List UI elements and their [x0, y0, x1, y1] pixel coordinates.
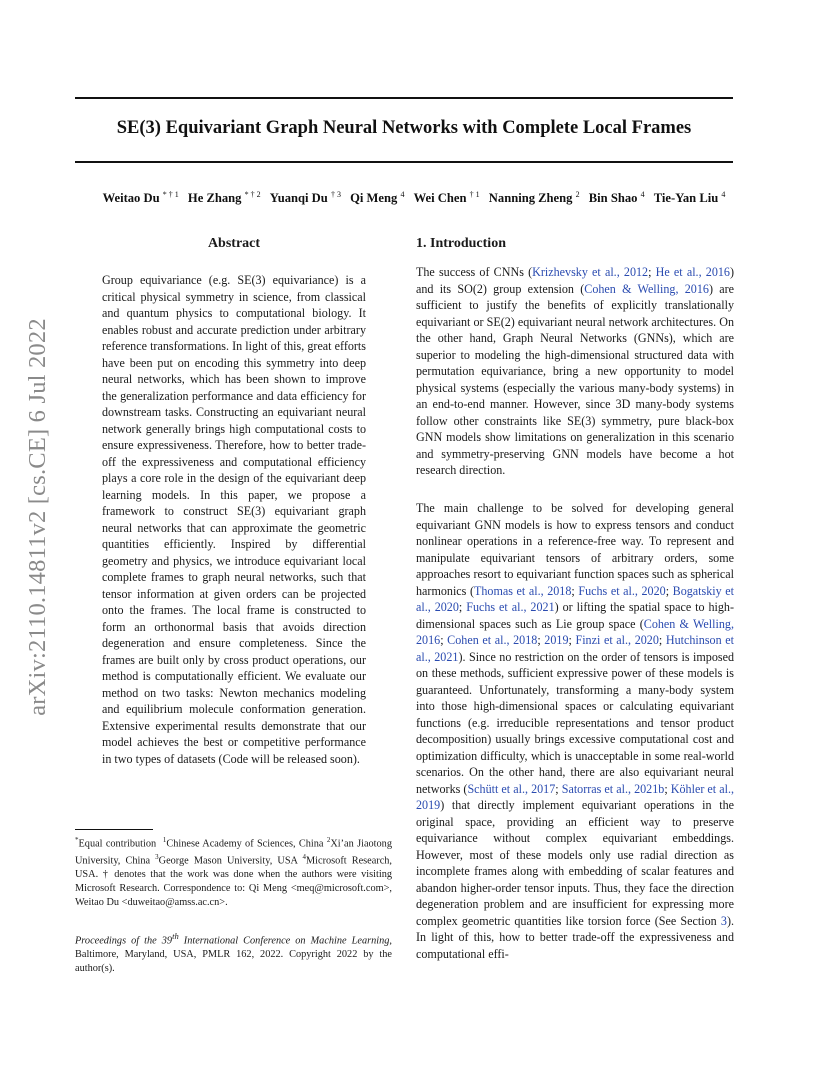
- citation-link[interactable]: Thomas et al., 2018: [474, 583, 572, 598]
- citation-link[interactable]: Cohen & Welling, 2016: [584, 281, 709, 296]
- body-text: ;: [571, 583, 579, 598]
- body-text: ;: [568, 633, 576, 647]
- author: He Zhang $^{* \dagger 2}$: [187, 190, 261, 206]
- title-top-rule: [75, 97, 733, 99]
- body-text: ). Since no restriction on the order of tensors is imposed on these methods, sufficient expressive power of these models is guaranteed. Unfortunately, transforming a many-body system into those high-dimensional spaces or calculating equivariant functions (e.g. irreducible representations and tensor product decomposition) usually brings excessive computational cost and optimization difficulty, which is unacceptable in some real-world scenarios. On the other hand, there are also equivariant neural networks (: [416, 649, 734, 796]
- abstract-heading: Abstract: [207, 236, 261, 251]
- citation-link[interactable]: Schütt et al., 2017: [467, 781, 556, 796]
- citation-link[interactable]: Finzi et al., 2020: [575, 633, 659, 647]
- author: Weitao Du $^{* \dagger 1}$: [102, 190, 179, 206]
- citation-link[interactable]: 2019: [544, 633, 569, 647]
- body-text: ). In light of this, how to better trade-off the expressiveness and computational effi-: [416, 913, 734, 961]
- intro-paragraph-2: [416, 500, 734, 962]
- title-bottom-rule: [75, 161, 733, 163]
- author: Tie-Yan Liu $^4$: [653, 190, 726, 206]
- body-text: ;: [458, 600, 467, 614]
- body-text: ;: [537, 633, 545, 647]
- citation-link[interactable]: 3: [720, 913, 727, 928]
- body-text: ) that directly implement equivariant operations in the original space, providing an efficient way to preserve equivariance without complex equivariant embeddings. However, most of these models only use radial direction as incomplete frames along with embedding of scalar features and abandon higher-order tensor inputs. Thus, they face the direction degeneration problem and are insufficient for expressing more complex geometric quantities like torsion force (See Section: [416, 798, 734, 928]
- proceedings-note: Proceedings of the 39th International Conference on Machine Learning, Baltimore, Maryland, USA, PMLR 162, 2022. Copyright 2022 by the author(s).: [75, 931, 392, 975]
- author: Wei Chen $^{\dagger 1}$: [413, 190, 480, 206]
- author: Bin Shao $^4$: [588, 190, 645, 206]
- footnote: *Equal contribution $^1$Chinese Academy of Sciences, China $^2$Xi’an Jiaotong University, China $^3$George Mason University, USA $^4$Microsoft Research, USA. † denotes that the work was done when the authors were visiting Microsoft Research. Correspondence to: Qi Meng <meq@microsoft.com>, Weitao Du <duweitao@amss.ac.cn>.: [75, 836, 393, 909]
- citation-link[interactable]: He et al., 2016: [655, 265, 730, 279]
- body-text: ;: [664, 781, 671, 796]
- section-heading-introduction: 1. Introduction: [416, 236, 506, 251]
- citation-link[interactable]: Fuchs et al., 2021: [466, 600, 555, 614]
- body-text: ;: [440, 633, 448, 647]
- body-text: ) are sufficient to justify the benefits of explicitly translationally equivariant or SE(2) equivariant neural network architectures. On the other hand, Graph Neural Networks (GNNs), which are superior to modeling the high-dimensional structured data with permutation equivariance, bring a new opportunity to model physical systems (especially the various many-body systems) in an end-to-end manner. However, since 3D many-body systems follow other constraints like SE(3) symmetry, pure black-box GNN models show limitations on generalization in this scenario and symmetry-preserving GNN models have become a hot research direction.: [416, 281, 734, 477]
- body-text: ) or lifting the spatial space to high-dimensional spaces such as Lie group space (: [416, 600, 734, 631]
- citation-link[interactable]: Cohen et al., 2018: [447, 633, 538, 647]
- paper-title: SE(3) Equivariant Graph Neural Networks with Complete Local Frames: [116, 118, 692, 138]
- author-list: [60, 190, 768, 206]
- citation-link[interactable]: Cohen & Welling, 2016: [416, 616, 734, 647]
- body-text: ;: [665, 583, 673, 598]
- citation-link[interactable]: Hutchinson et al., 2021: [416, 633, 734, 664]
- citation-link[interactable]: Satorras et al., 2021b: [561, 781, 665, 796]
- abstract-body: [102, 272, 366, 767]
- citation-link[interactable]: Krizhevsky et al., 2012: [532, 265, 649, 279]
- intro-paragraph-1: [416, 264, 734, 479]
- citation-link[interactable]: Fuchs et al., 2020: [578, 583, 666, 598]
- body-text: The success of CNNs (: [416, 265, 533, 279]
- body-text: ;: [658, 633, 666, 647]
- abstract-text: Group equivariance (e.g. SE(3) equivariance) is a critical physical symmetry in science, from classical and quantum physics to computational biology. It enables robust and accurate prediction under arbitrary reference transformations. In light of this, great efforts have been put on encoding this symmetry into deep neural networks, which has been shown to improve the generalization performance and data efficiency for downstream tasks. Constructing an equivariant neural network generally brings high computational costs to ensure expressiveness. Therefore, how to better trade-off the expressiveness and computational efficiency plays a core role in the design of the equivariant deep learning models. In this paper, we propose a framework to construct SE(3) equivariant graph neural networks that can approximate the geometric quantities efficiently. Inspired by differential geometry and physics, we introduce equivariant local complete frames to graph neural networks, such that tensor information at given orders can be projected onto the frames. The local frame is constructed to form an orthonormal basis that avoids direction degeneration and ensure completeness. Since the frames are built only by cross product operations, our method is computationally efficient. We evaluate our method on two tasks: Newton mechanics modeling and equilibrium molecule conformation generation. Extensive experimental results demonstrate that our model achieves the best or competitive performance in two types of datasets (Code will be released soon).: [102, 273, 366, 766]
- body-text: ;: [648, 265, 656, 279]
- arxiv-stamp: arXiv:2110.14811v2 [cs.CE] 6 Jul 2022: [24, 318, 51, 716]
- body-text: The main challenge to be solved for developing general equivariant GNN models is how to express tensors and conduct nonlinear operations in a reference-free way. To represent and manipulate equivariant tensors of arbitrary orders, some approaches resort to equivariant function spaces such as spherical harmonics (: [416, 501, 734, 598]
- citation-link[interactable]: Bogatskiy et al., 2020: [416, 583, 734, 614]
- footnote-rule: [75, 829, 153, 830]
- author: Qi Meng $^4$: [350, 190, 405, 206]
- author: Yuanqi Du $^{\dagger 3}$: [269, 190, 341, 206]
- author: Nanning Zheng $^2$: [488, 190, 580, 206]
- citation-link[interactable]: Köhler et al., 2019: [416, 781, 735, 812]
- body-text: ) and its SO(2) group extension (: [416, 265, 734, 296]
- body-text: ;: [555, 781, 562, 796]
